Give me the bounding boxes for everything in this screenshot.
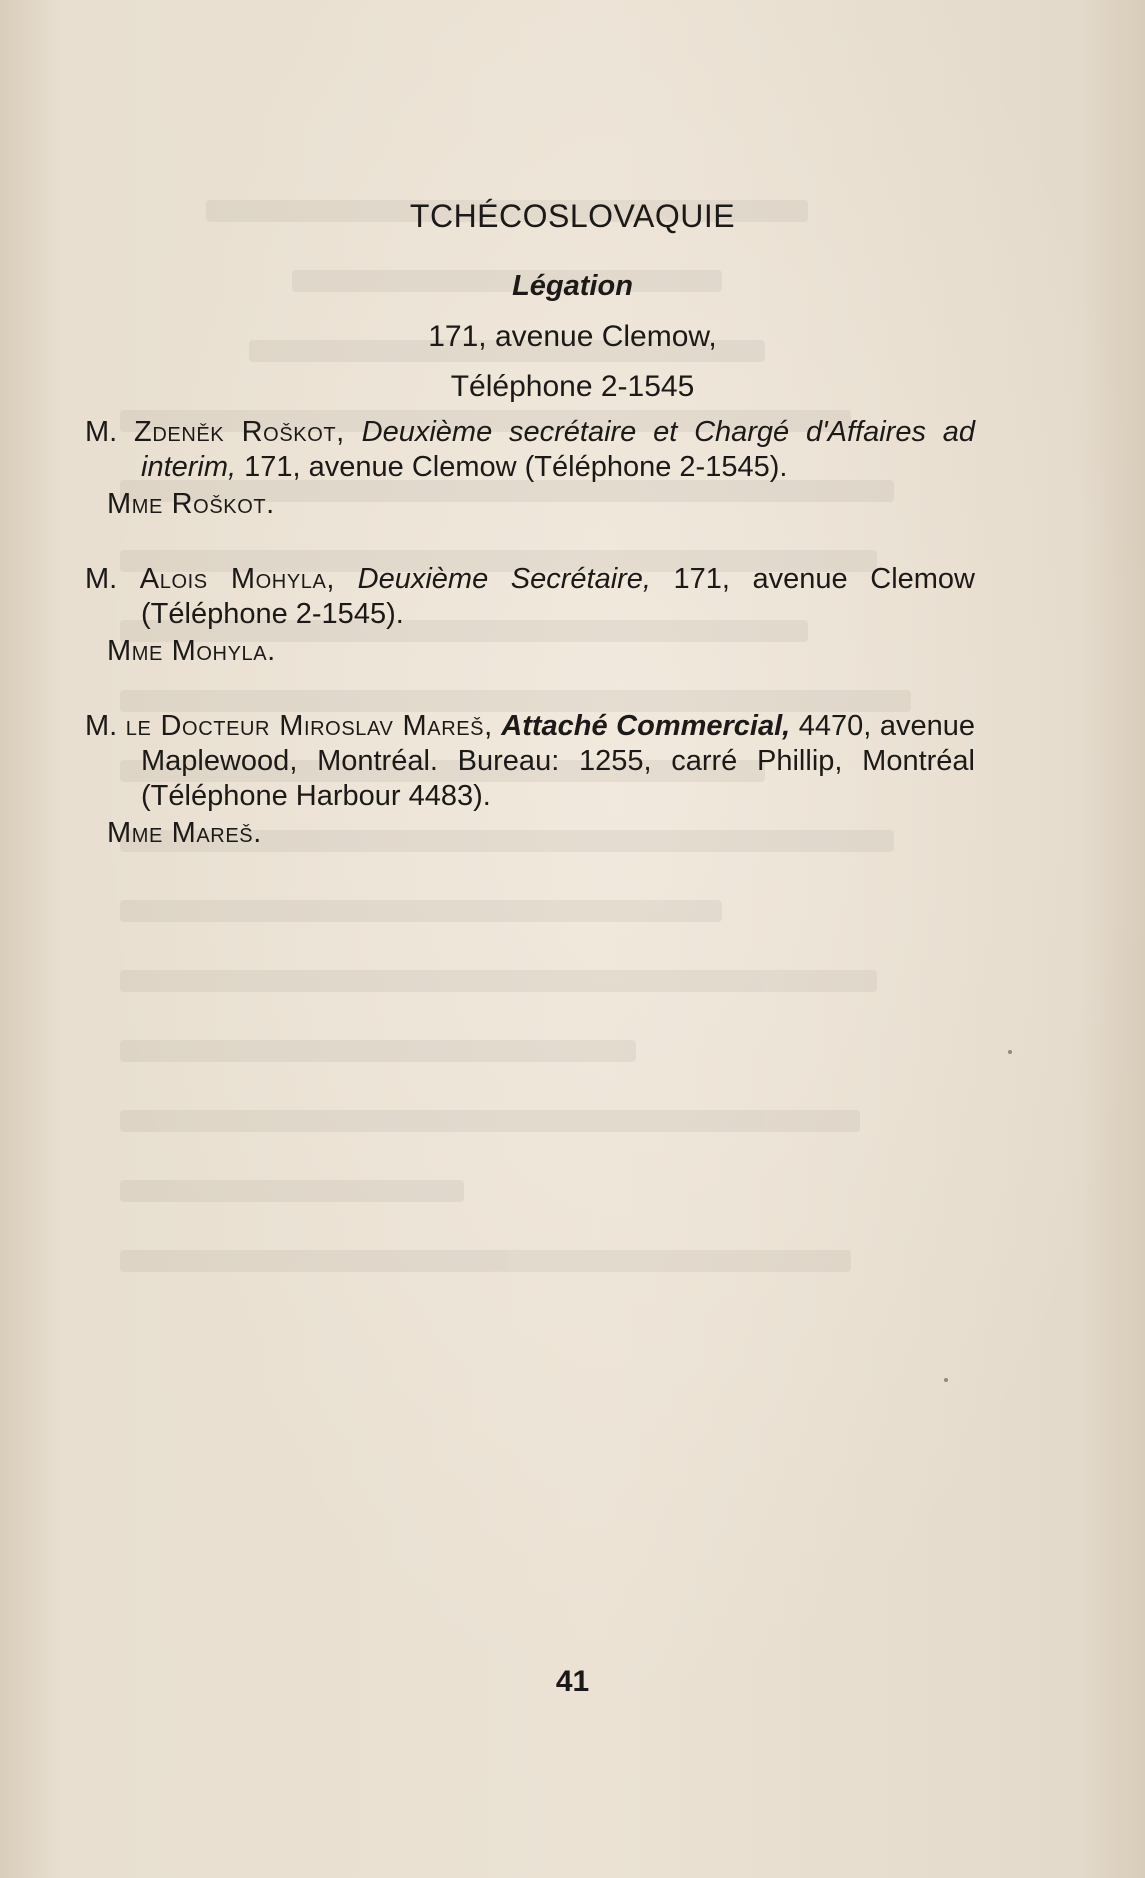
entry-prefix: M. <box>85 416 118 448</box>
staff-entry <box>85 562 975 669</box>
mission-type-heading: Légation <box>512 270 633 302</box>
legation-telephone: Téléphone 2-1545 <box>450 370 695 403</box>
staff-entry-text <box>85 415 975 485</box>
spouse-name: Mme Mohyla. <box>107 635 276 667</box>
country-heading: TCHÉCOSLOVAQUIE <box>409 198 736 234</box>
paper-speck <box>1008 1050 1012 1054</box>
person-details: 4470, avenue Maplewood, Montréal. Bureau: 1255, carré Phillip, Montréal (Téléphone Harbour 4483). <box>141 710 975 812</box>
staff-entry <box>85 709 975 851</box>
staff-entry <box>85 415 975 522</box>
staff-entry-text <box>85 709 975 814</box>
staff-entry-text <box>85 562 975 632</box>
entry-prefix: M. <box>85 563 118 595</box>
spouse-name: Mme Roškot. <box>107 488 275 520</box>
legation-address: 171, avenue Clemow, <box>428 320 717 353</box>
person-name: Alois Mohyla, <box>139 563 336 595</box>
person-title: Deuxième Secrétaire, <box>357 563 651 595</box>
person-name: le Docteur Miroslav Mareš, <box>125 710 493 742</box>
page-number: 41 <box>555 1665 590 1698</box>
person-title: Attaché Commercial, <box>501 710 791 742</box>
person-name: Zdeněk Roškot, <box>134 416 345 448</box>
staff-list <box>85 415 975 851</box>
person-details: 171, avenue Clemow (Téléphone 2-1545). <box>141 563 975 630</box>
paper-speck <box>944 1378 948 1382</box>
entry-prefix: M. <box>85 710 118 742</box>
person-details: 171, avenue Clemow (Téléphone 2-1545). <box>244 451 788 483</box>
person-title: Deuxième secrétaire et Chargé d'Affaires ad interim, <box>141 416 975 483</box>
spouse-name: Mme Mareš. <box>107 817 262 849</box>
